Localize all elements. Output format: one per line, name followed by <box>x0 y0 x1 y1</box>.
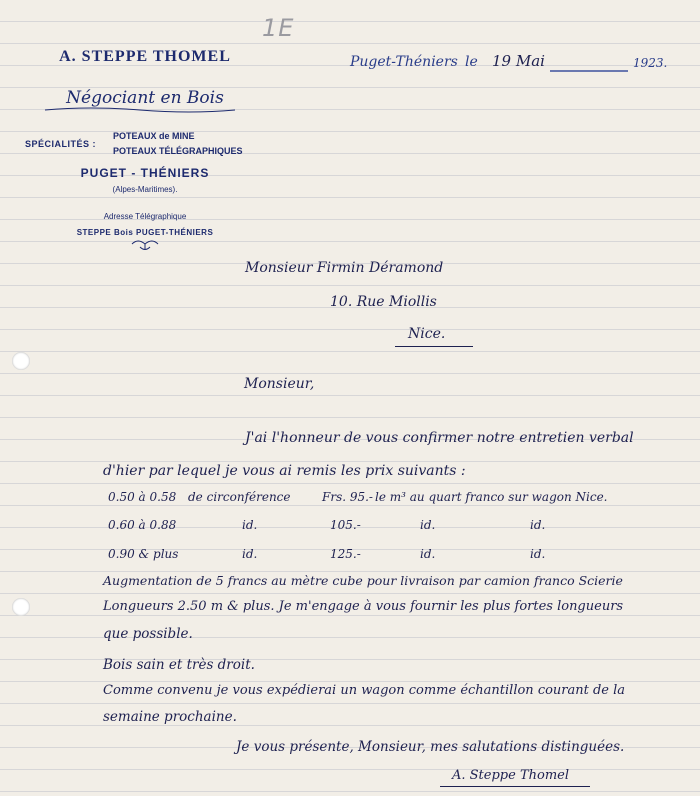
salutation: Monsieur, <box>244 376 315 392</box>
price-size: 0.90 & plus <box>108 547 179 561</box>
pencil-note: 1E <box>262 14 295 42</box>
price-dimension: id. <box>242 547 258 561</box>
letterhead-specialties-label: SPÉCIALITÉS : <box>25 139 97 149</box>
recipient-underline <box>395 346 473 347</box>
punch-hole <box>12 598 30 616</box>
body-line: Augmentation de 5 francs au mètre cube pour livraison par camion franco Scierie <box>103 573 623 588</box>
price-ditto: id. <box>530 547 546 561</box>
body-line: semaine prochaine. <box>103 709 237 725</box>
signature: A. Steppe Thomel <box>452 768 569 783</box>
telegraph-label: Adresse Télégraphique <box>103 212 187 221</box>
letterhead-name: A. STEPPE THOMEL <box>59 48 231 65</box>
date-le: le <box>465 54 478 70</box>
price-value: 105.- <box>330 518 361 532</box>
body-line: Bois sain et très droit. <box>103 657 255 673</box>
body-line: d'hier par lequel je vous ai remis les prix suivants : <box>103 463 466 479</box>
price-dimension: id. <box>242 518 258 532</box>
letterhead-specialty: POTEAUX de MINE <box>113 131 195 141</box>
flourish-ornament <box>40 106 240 114</box>
date-day-month: 19 Mai <box>492 52 545 70</box>
body-line: Comme convenu je vous expédierai un wagon comme échantillon courant de la <box>103 683 626 698</box>
date-place: Puget-Théniers <box>350 54 458 70</box>
recipient-name: Monsieur Firmin Déramond <box>245 260 444 276</box>
letterhead-trade: Négociant en Bois <box>66 88 224 108</box>
body-line: que possible. <box>103 626 193 642</box>
date-year: 1923. <box>633 56 668 70</box>
price-dimension: de circonférence <box>188 490 291 504</box>
recipient-city: Nice. <box>408 326 446 342</box>
telegraph-address: STEPPE Bois PUGET-THÉNIERS <box>76 228 214 237</box>
price-ditto: id. <box>420 518 436 532</box>
price-ditto: id. <box>530 518 546 532</box>
body-line: Longueurs 2.50 m & plus. Je m'engage à vous fournir les plus fortes longueurs <box>103 599 624 614</box>
price-value: Frs. 95.- <box>322 490 373 504</box>
price-size: 0.50 à 0.58 <box>108 490 177 504</box>
letterhead-department: (Alpes-Maritimes). <box>112 185 178 194</box>
signature-underline <box>440 786 590 787</box>
recipient-street: 10. Rue Miollis <box>330 294 437 310</box>
price-value: 125.- <box>330 547 361 561</box>
body-line: J'ai l'honneur de vous confirmer notre entretien verbal <box>245 430 634 446</box>
price-terms: le m³ au quart franco sur wagon Nice. <box>375 490 608 504</box>
letterhead-specialty: POTEAUX TÉLÉGRAPHIQUES <box>113 146 243 156</box>
date-dotted-line <box>550 70 628 72</box>
price-size: 0.60 à 0.88 <box>108 518 177 532</box>
ornament-icon <box>130 238 160 252</box>
closing-line: Je vous présente, Monsieur, mes salutations distinguées. <box>236 739 625 755</box>
price-ditto: id. <box>420 547 436 561</box>
punch-hole <box>12 352 30 370</box>
letterhead-town: PUGET - THÉNIERS <box>80 166 210 180</box>
